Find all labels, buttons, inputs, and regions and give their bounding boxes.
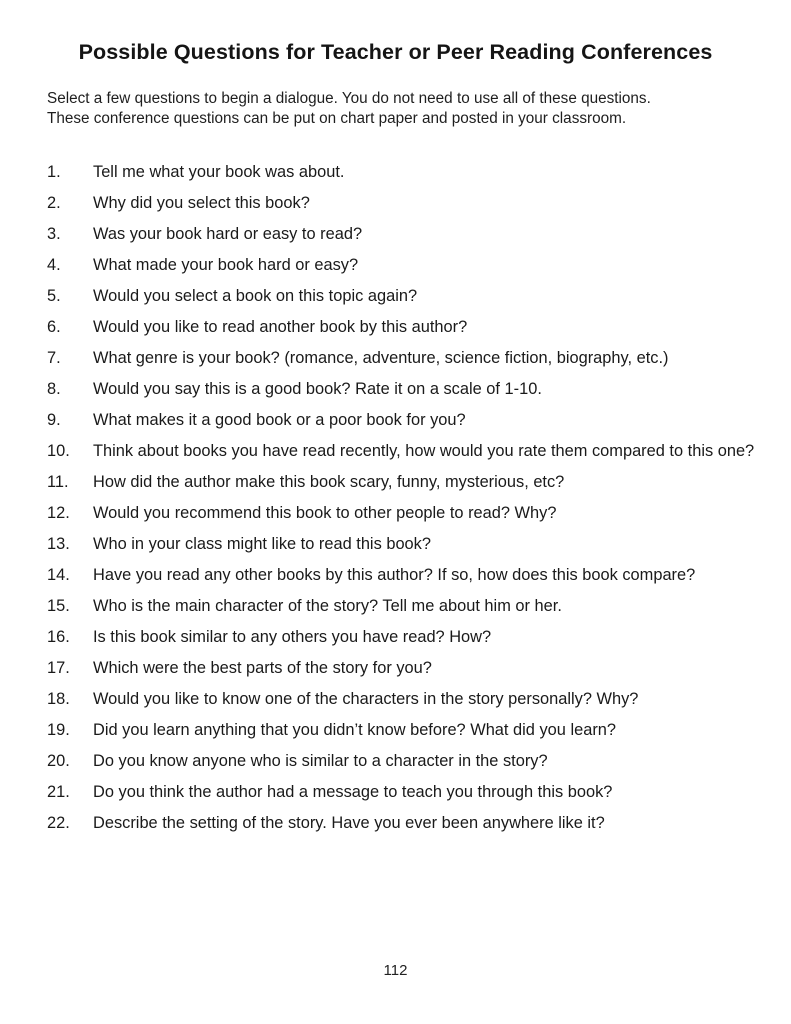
list-item [47,343,757,374]
list-item [47,436,757,467]
list-item [47,188,757,219]
question-text: Who is the main character of the story? Tell me about him or her. [93,597,562,615]
question-number: 22. [47,814,70,832]
question-text: Would you select a book on this topic again? [93,287,418,305]
question-number: 21. [47,783,70,801]
list-item [47,157,757,188]
question-text: Why did you select this book? [93,194,310,212]
list-item [47,467,757,498]
question-number: 19. [47,721,70,739]
question-number: 17. [47,659,70,677]
question-text: Which were the best parts of the story for you? [93,659,432,677]
question-number: 18. [47,690,70,708]
list-item [47,498,757,529]
list-item [47,529,757,560]
question-text: Describe the setting of the story. Have you ever been anywhere like it? [93,814,605,832]
question-number: 5. [47,287,61,305]
question-text: Tell me what your book was about. [93,163,345,181]
page-title: Possible Questions for Teacher or Peer Reading Conferences [78,40,713,64]
list-item [47,560,757,591]
list-item [47,746,757,777]
question-number: 15. [47,597,70,615]
question-number: 3. [47,225,61,243]
question-text: How did the author make this book scary, funny, mysterious, etc? [93,473,565,491]
question-number: 7. [47,349,61,367]
question-text: Is this book similar to any others you have read? How? [93,628,492,646]
question-text: Do you think the author had a message to teach you through this book? [93,783,613,801]
question-list [47,157,757,839]
question-number: 14. [47,566,70,584]
list-item [47,405,757,436]
list-item [47,777,757,808]
question-number: 11. [47,473,69,491]
list-item [47,591,757,622]
question-text: Do you know anyone who is similar to a character in the story? [93,752,548,770]
list-item [47,653,757,684]
question-number: 12. [47,504,70,522]
list-item [47,281,757,312]
question-text: What makes it a good book or a poor book for you? [93,411,466,429]
question-text: Have you read any other books by this author? If so, how does this book compare? [93,566,696,584]
question-number: 10. [47,442,70,460]
question-number: 2. [47,194,61,212]
list-item [47,374,757,405]
question-number: 8. [47,380,61,398]
question-text: Would you say this is a good book? Rate it on a scale of 1-10. [93,380,542,398]
question-text: What made your book hard or easy? [93,256,359,274]
question-text: Would you like to read another book by this author? [93,318,468,336]
page-number: 112 [383,962,408,979]
list-item [47,219,757,250]
question-text: What genre is your book? (romance, adventure, science fiction, biography, etc.) [93,349,669,367]
question-text: Would you recommend this book to other people to read? Why? [93,504,557,522]
list-item [47,250,757,281]
question-text: Think about books you have read recently, how would you rate them compared to this one? [93,442,755,460]
intro-line-1: Select a few questions to begin a dialogue. You do not need to use all of these questions. [47,90,651,107]
question-number: 4. [47,256,61,274]
question-text: Was your book hard or easy to read? [93,225,363,243]
list-item [47,808,757,839]
question-number: 6. [47,318,61,336]
question-number: 13. [47,535,70,553]
list-item [47,622,757,653]
question-text: Did you learn anything that you didn’t know before? What did you learn? [93,721,617,739]
list-item [47,715,757,746]
question-text: Who in your class might like to read this book? [93,535,431,553]
question-number: 9. [47,411,61,429]
list-item [47,312,757,343]
intro-text [47,89,767,129]
intro-line-2: These conference questions can be put on chart paper and posted in your classroom. [47,110,627,127]
question-number: 20. [47,752,70,770]
question-number: 1. [47,163,61,181]
list-item [47,684,757,715]
question-text: Would you like to know one of the characters in the story personally? Why? [93,690,639,708]
question-number: 16. [47,628,70,646]
